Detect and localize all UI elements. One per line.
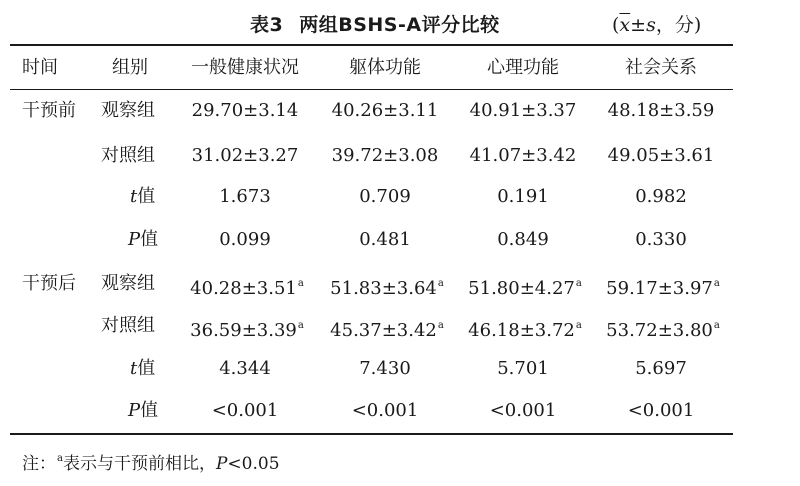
table-title [248, 10, 500, 37]
value-cell: 41.07±3.42 [469, 145, 577, 166]
table-caption [0, 10, 800, 36]
value-cell: 0.481 [359, 229, 411, 250]
value-cell: 7.430 [359, 358, 411, 379]
value-cell [190, 273, 304, 300]
note-text: 表示与干预前相比， [62, 454, 216, 474]
value-cell: 48.18±3.59 [607, 100, 715, 121]
stat-symbol: t [130, 358, 138, 379]
value-cell [330, 273, 444, 300]
note-mark: a [57, 453, 63, 464]
header-time: 时间 [22, 57, 58, 78]
significance-mark: a [575, 320, 582, 331]
group-label: 观察组 [101, 273, 155, 294]
header-social-relations: 社会关系 [625, 57, 697, 78]
significance-mark: a [297, 278, 304, 289]
group-label: 对照组 [101, 315, 155, 336]
value-cell [468, 273, 582, 300]
section-time-label: 干预前 [22, 100, 76, 121]
value-cell: 4.344 [219, 358, 271, 379]
stat-label [130, 358, 155, 380]
value-cell: 40.26±3.11 [331, 100, 439, 121]
header-rule [10, 89, 733, 90]
value-cell: 5.701 [497, 358, 549, 379]
value-cell: <0.001 [211, 400, 279, 421]
stat-suffix: 值 [137, 186, 156, 207]
value-cell [330, 315, 444, 342]
value-text: 46.18±3.72 [468, 320, 575, 341]
significance-mark: a [575, 278, 582, 289]
table-number: 表3 [250, 14, 284, 36]
stat-symbol: P [128, 400, 141, 421]
value-cell: 39.72±3.08 [331, 145, 439, 166]
value-text: 40.28±3.51 [190, 278, 297, 299]
value-cell: 0.191 [497, 186, 549, 207]
value-cell: 29.70±3.14 [191, 100, 299, 121]
table-name: 两组BSHS-A评分比较 [299, 14, 500, 36]
header-group: 组别 [112, 57, 148, 78]
value-cell: 0.982 [635, 186, 687, 207]
stat-suffix: 值 [137, 358, 156, 379]
header-mental-function: 心理功能 [487, 57, 559, 78]
value-cell: 0.709 [359, 186, 411, 207]
value-cell: <0.001 [351, 400, 419, 421]
stat-label [128, 400, 158, 422]
unit-mean-symbol: $\overline{x}$ [619, 14, 631, 36]
value-text: 51.83±3.64 [330, 278, 437, 299]
value-text: 51.80±4.27 [468, 278, 575, 299]
stat-label [128, 229, 158, 251]
value-cell: 31.02±3.27 [191, 145, 299, 166]
stat-suffix: 值 [140, 400, 159, 421]
header-physical-function: 躯体功能 [349, 57, 421, 78]
unit-sd-symbol: s [646, 14, 656, 36]
value-cell [606, 273, 720, 300]
value-text: 59.17±3.97 [606, 278, 713, 299]
note-p-symbol: P [215, 454, 228, 474]
stat-symbol: P [128, 229, 141, 250]
section-time-label: 干预后 [22, 273, 76, 294]
significance-mark: a [437, 278, 444, 289]
group-label: 对照组 [101, 145, 155, 166]
unit-pm: ± [630, 14, 647, 36]
value-cell: 0.330 [635, 229, 687, 250]
significance-mark: a [713, 278, 720, 289]
table-note [22, 449, 280, 474]
value-cell [190, 315, 304, 342]
value-cell: 5.697 [635, 358, 687, 379]
stat-label [130, 186, 155, 208]
value-cell: <0.001 [489, 400, 557, 421]
table-unit [612, 10, 701, 37]
stat-suffix: 值 [140, 229, 159, 250]
value-cell [606, 315, 720, 342]
significance-mark: a [297, 320, 304, 331]
value-cell: 49.05±3.61 [607, 145, 715, 166]
unit-score: ，分) [655, 14, 702, 36]
note-threshold: <0.05 [227, 454, 280, 474]
value-cell: 1.673 [219, 186, 271, 207]
significance-mark: a [437, 320, 444, 331]
unit-paren-open: ( [612, 14, 620, 36]
value-cell: <0.001 [627, 400, 695, 421]
top-rule [10, 44, 733, 46]
bottom-rule [10, 433, 733, 435]
header-general-health: 一般健康状况 [191, 57, 299, 78]
note-prefix: 注： [22, 454, 56, 474]
stat-symbol: t [130, 186, 138, 207]
value-text: 53.72±3.80 [606, 320, 713, 341]
value-text: 36.59±3.39 [190, 320, 297, 341]
value-cell: 40.91±3.37 [469, 100, 577, 121]
value-cell [468, 315, 582, 342]
group-label: 观察组 [101, 100, 155, 121]
significance-mark: a [713, 320, 720, 331]
value-cell: 0.849 [497, 229, 549, 250]
value-cell: 0.099 [219, 229, 271, 250]
value-text: 45.37±3.42 [330, 320, 437, 341]
